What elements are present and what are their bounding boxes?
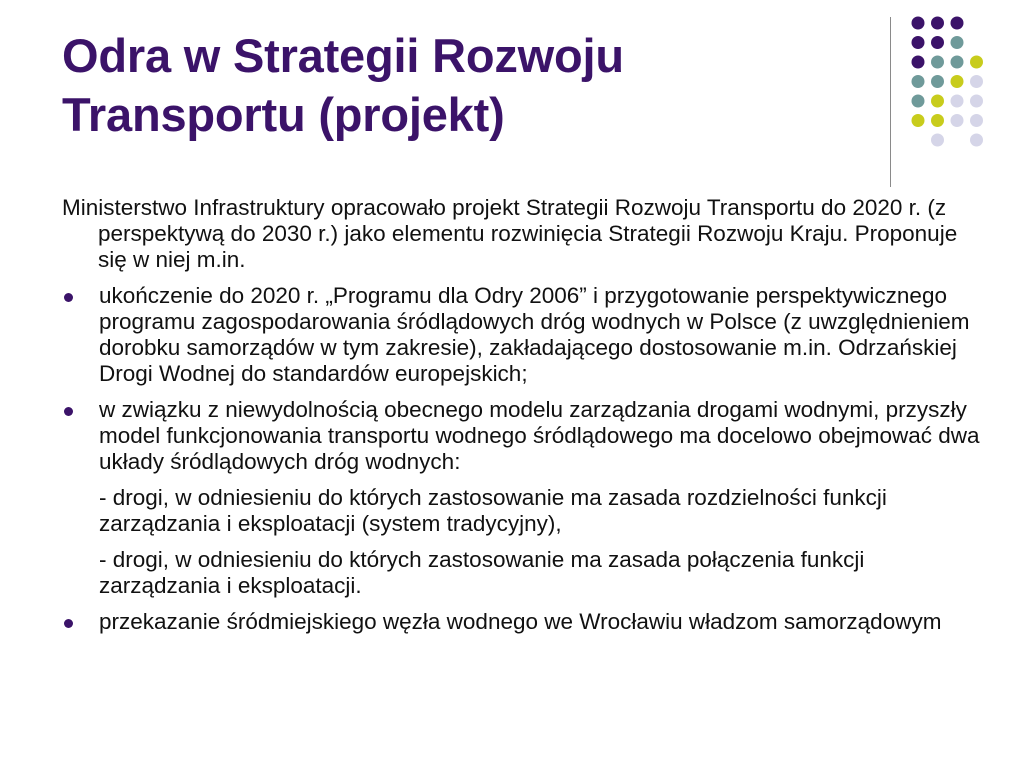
title-line-1: Odra w Strategii Rozwoju	[62, 29, 624, 82]
decorative-dot	[951, 56, 964, 69]
slide-body	[62, 195, 982, 645]
title-line-2: Transportu (projekt)	[62, 88, 505, 141]
decorative-dot	[951, 95, 964, 108]
decorative-dot	[951, 36, 964, 49]
decorative-dot	[970, 56, 983, 69]
decorative-dot	[912, 36, 925, 49]
decorative-dot	[931, 56, 944, 69]
bullet-text: ukończenie do 2020 r. „Programu dla Odry 2006” i przygotowanie perspektywicznego programu zagospodarowania śródlądowych dróg wodnych w Polsce (z uwzględnieniem dorobku samorządów w tym zakresie), zakładającego dostosowanie m.in. Odrzańskiej Drogi Wodnej do standardów europejskich;	[99, 283, 970, 386]
decorative-dot	[951, 17, 964, 30]
decorative-dot	[951, 114, 964, 127]
bullet-item	[62, 397, 982, 475]
sub-item: - drogi, w odniesieniu do których zastosowanie ma zasada połączenia funkcji zarządzania i eksploatacji.	[99, 547, 865, 598]
decorative-dot	[970, 95, 983, 108]
intro-paragraph: Ministerstwo Infrastruktury opracowało projekt Strategii Rozwoju Transportu do 2020 r. (z perspektywą do 2030 r.) jako elementu rozwinięcia Strategii Rozwoju Kraju. Proponuje się w niej m.in.	[62, 195, 958, 272]
bullet-item	[62, 283, 982, 387]
decorative-dot	[931, 17, 944, 30]
bullet-text: w związku z niewydolnością obecnego modelu zarządzania drogami wodnymi, przyszły model funkcjonowania transportu wodnego śródlądowego ma docelowo obejmować dwa układy śródlądowych dróg wodnych:	[99, 397, 980, 474]
decorative-dot	[912, 114, 925, 127]
decorative-dot	[970, 134, 983, 147]
decorative-dot	[970, 75, 983, 88]
title-divider	[890, 17, 891, 187]
decorative-dot	[912, 95, 925, 108]
decorative-dot	[931, 134, 944, 147]
decorative-dot	[912, 75, 925, 88]
bullet-marker	[64, 619, 73, 628]
decorative-dot	[951, 75, 964, 88]
decorative-dot	[931, 75, 944, 88]
bullet-item	[62, 609, 982, 635]
decorative-dot	[931, 114, 944, 127]
decorative-dot	[931, 36, 944, 49]
bullet-text: przekazanie śródmiejskiego węzła wodnego we Wrocławiu władzom samorządowym	[99, 609, 942, 634]
decorative-dot	[970, 114, 983, 127]
slide-title	[62, 26, 852, 144]
decorative-dot	[931, 95, 944, 108]
bullet-marker	[64, 293, 73, 302]
decorative-dot	[912, 17, 925, 30]
decorative-dot	[912, 56, 925, 69]
sub-item: - drogi, w odniesieniu do których zastosowanie ma zasada rozdzielności funkcji zarządzania i eksploatacji (system tradycyjny),	[99, 485, 887, 536]
bullet-marker	[64, 407, 73, 416]
